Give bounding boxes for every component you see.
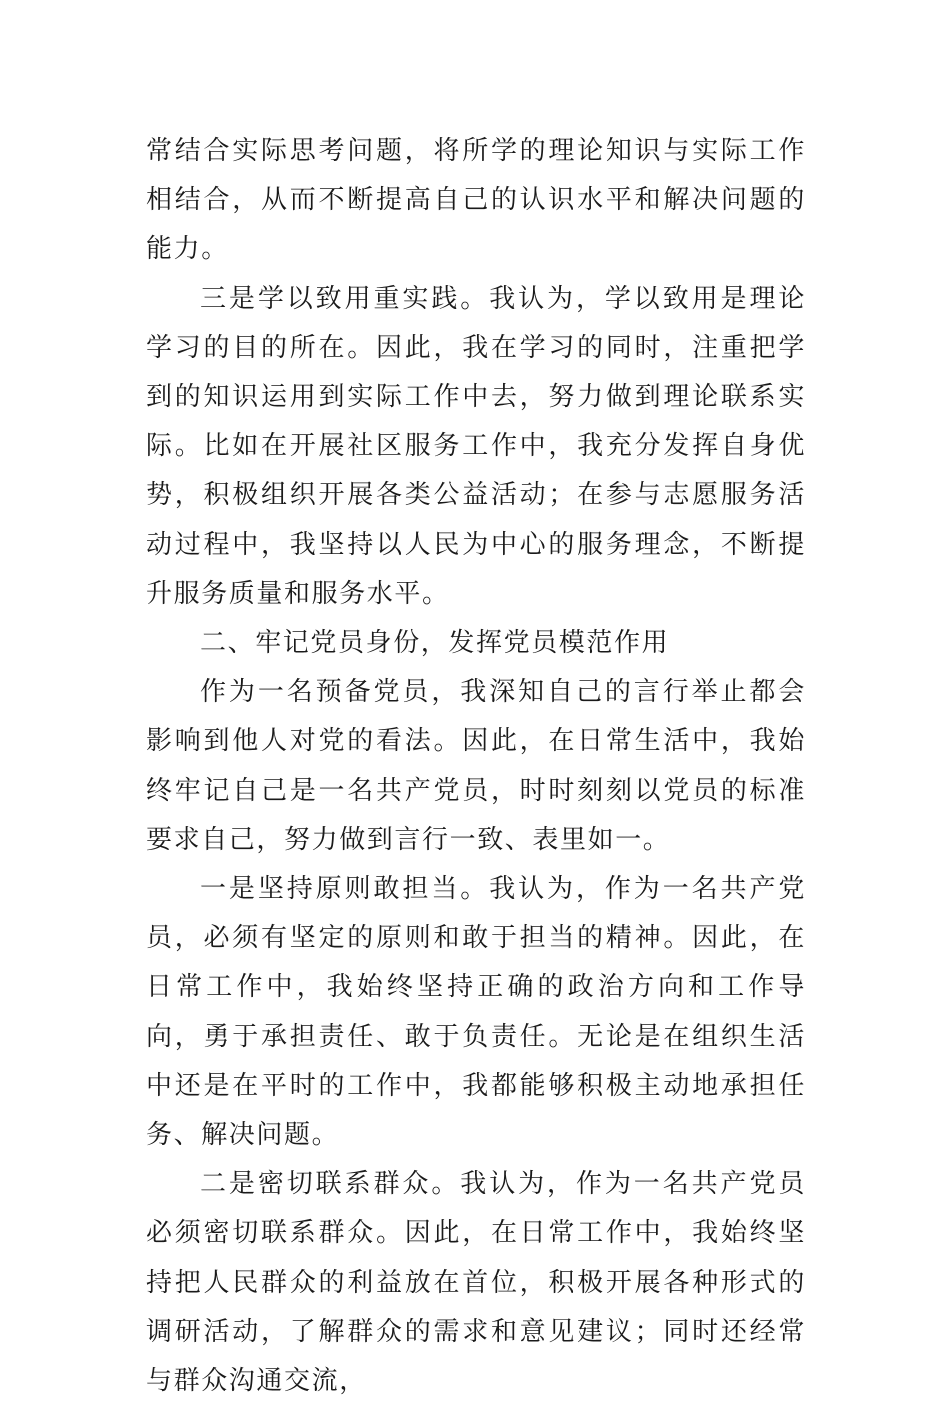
paragraph-probationary-member: 作为一名预备党员，我深知自己的言行举止都会影响到他人对党的看法。因此，在日常生活中，我始终牢记自己是一名共产党员，时时刻刻以党员的标准要求自己，努力做到言行一致、表里如一。 <box>146 677 806 855</box>
section-heading-party-identity: 二、牢记党员身份，发挥党员模范作用 <box>200 628 670 659</box>
paragraph-continuation: 常结合实际思考问题，将所学的理论知识与实际工作相结合，从而不断提高自己的认识水平和解决问题的能力。 <box>146 136 806 265</box>
paragraph-principle-responsibility: 一是坚持原则敢担当。我认为，作为一名共产党员，必须有坚定的原则和敢于担当的精神。因此，在日常工作中，我始终坚持正确的政治方向和工作导向，勇于承担责任、敢于负责任。无论是在组织生活中还是在平时的工作中，我都能够积极主动地承担任务、解决问题。 <box>146 874 806 1151</box>
paragraph-apply-learning: 三是学以致用重实践。我认为，学以致用是理论学习的目的所在。因此，我在学习的同时，注重把学到的知识运用到实际工作中去，努力做到理论联系实际。比如在开展社区服务工作中，我充分发挥自身优势，积极组织开展各类公益活动；在参与志愿服务活动过程中，我坚持以人民为中心的服务理念，不断提升服务质量和服务水平。 <box>146 283 806 609</box>
paragraph-connect-masses: 二是密切联系群众。我认为，作为一名共产党员必须密切联系群众。因此，在日常工作中，我始终坚持把人民群众的利益放在首位，积极开展各种形式的调研活动，了解群众的需求和意见建议；同时还经常与群众沟通交流， <box>146 1169 806 1397</box>
document-body <box>146 127 806 1406</box>
